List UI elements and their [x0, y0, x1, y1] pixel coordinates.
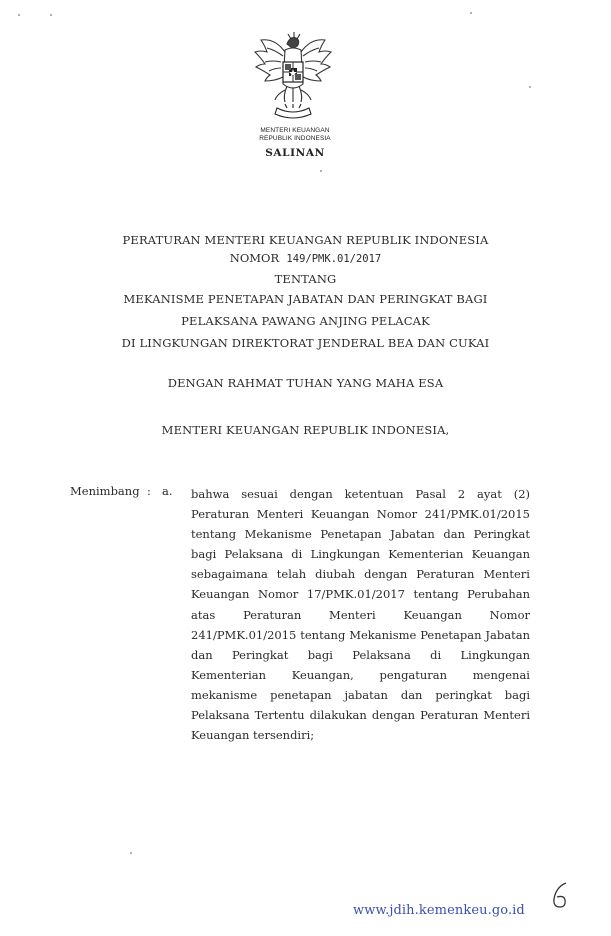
scan-speck — [470, 12, 472, 14]
considering-item-letter: a. — [162, 484, 173, 498]
ministry-line-1: MENTERI KEUANGAN — [260, 127, 330, 134]
nomor-label: NOMOR — [229, 251, 280, 265]
scan-speck — [529, 86, 531, 88]
regulation-number — [0, 251, 611, 265]
footer-website-link[interactable]: www.jdih.kemenkeu.go.id — [353, 903, 525, 918]
nomor-value: 149/PMK.01/2017 — [286, 253, 382, 265]
tentang-heading: TENTANG — [274, 272, 337, 286]
issuer: MENTERI KEUANGAN REPUBLIK INDONESIA, — [161, 423, 450, 437]
regulation-title: PERATURAN MENTERI KEUANGAN REPUBLIK INDONESIA — [122, 233, 489, 247]
invocation: DENGAN RAHMAT TUHAN YANG MAHA ESA — [167, 376, 444, 390]
subject-line-2: PELAKSANA PAWANG ANJING PELACAK — [181, 314, 430, 328]
scan-speck — [50, 14, 52, 16]
considering-colon: : — [147, 484, 151, 498]
subject-line-1: MEKANISME PENETAPAN JABATAN DAN PERINGKAT BAGI — [123, 292, 488, 306]
scan-speck — [320, 170, 322, 172]
scan-speck — [130, 852, 132, 854]
subject-line-3: DI LINGKUNGAN DIREKTORAT JENDERAL BEA DAN CUKAI — [121, 336, 490, 350]
handwritten-page-mark-icon — [548, 880, 574, 910]
considering-item-text: bahwa sesuai dengan ketentuan Pasal 2 ayat (2) Peraturan Menteri Keuangan Nomor 241/PMK.01/2015 tentang Mekanisme Penetapan Jabatan dan Peringkat bagi Pelaksana di Lingkungan Kementerian Keuangan sebagaimana telah diubah dengan Peraturan Menteri Keuangan Nomor 17/PMK.01/2017 tentang Perubahan atas Peraturan Menteri Keuangan Nomor 241/PMK.01/2015 tentang Mekanisme Penetapan Jabatan dan Peringkat bagi Pelaksana di Lingkungan Kementerian Keuangan, pengaturan mengenai mekanisme penetapan jabatan dan peringkat bagi Pelaksana Tertentu dilakukan dengan Peraturan Menteri Keuangan tersendiri; — [191, 487, 530, 743]
considering-label: Menimbang — [70, 484, 140, 498]
garuda-emblem-icon — [247, 30, 339, 126]
ministry-line-2: REPUBLIK INDONESIA — [259, 135, 331, 142]
scan-speck — [18, 14, 20, 16]
copy-label: SALINAN — [265, 147, 325, 159]
